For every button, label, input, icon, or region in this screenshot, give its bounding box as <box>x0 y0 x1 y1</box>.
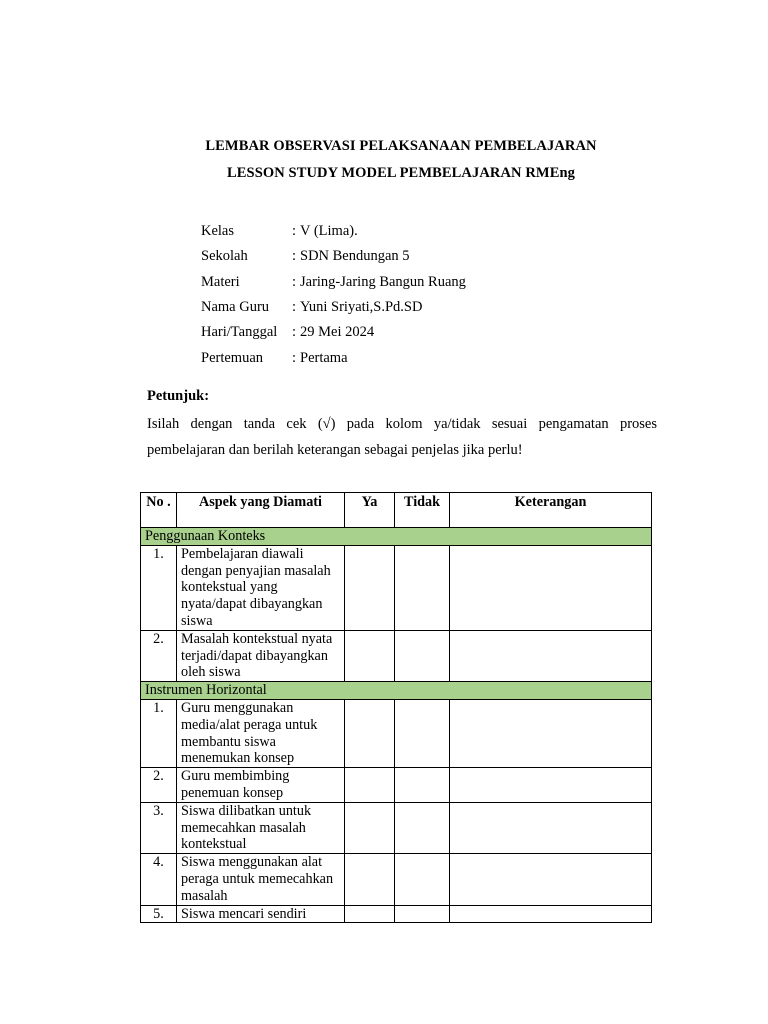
ya-cell[interactable] <box>345 768 395 803</box>
ya-cell[interactable] <box>345 802 395 853</box>
table-row <box>141 802 652 853</box>
tidak-cell[interactable] <box>395 854 450 905</box>
ya-cell[interactable] <box>345 545 395 630</box>
info-value: SDN Bendungan 5 <box>300 248 410 265</box>
info-row-kelas <box>201 219 466 244</box>
row-number: 1. <box>141 545 177 630</box>
info-row-sekolah <box>201 244 466 269</box>
tidak-cell[interactable] <box>395 905 450 923</box>
tidak-cell[interactable] <box>395 699 450 767</box>
petunjuk-text: Isilah dengan tanda cek (√) pada kolom ya/tidak sesuai pengamatan proses pembelajaran dan berilah keterangan sebagai penjelas jika perlu! <box>147 416 657 458</box>
ya-cell[interactable] <box>345 854 395 905</box>
tidak-cell[interactable] <box>395 545 450 630</box>
info-value: Pertama <box>300 349 348 366</box>
info-label: Kelas <box>201 223 235 240</box>
keterangan-cell[interactable] <box>450 545 652 630</box>
info-colon: : <box>292 324 297 341</box>
row-aspek: Siswa mencari sendiri <box>177 905 345 923</box>
ya-cell[interactable] <box>345 905 395 923</box>
header-aspek: Aspek yang Diamati <box>177 493 345 528</box>
keterangan-cell[interactable] <box>450 630 652 681</box>
row-number: 2. <box>141 630 177 681</box>
info-row-materi <box>201 270 466 295</box>
info-colon: : <box>292 273 297 290</box>
row-number: 1. <box>141 699 177 767</box>
row-aspek: Masalah kontekstual nyata terjadi/dapat dibayangkan oleh siswa <box>177 630 345 681</box>
info-colon: : <box>292 299 297 316</box>
info-colon: : <box>292 223 297 240</box>
table-row <box>141 699 652 767</box>
header-ya: Ya <box>345 493 395 528</box>
ya-cell[interactable] <box>345 699 395 767</box>
header-tidak: Tidak <box>395 493 450 528</box>
info-row-nama-guru <box>201 295 466 320</box>
info-row-hari-tanggal <box>201 320 466 345</box>
info-value: V (Lima). <box>300 223 358 240</box>
info-value: Yuni Sriyati,S.Pd.SD <box>300 299 423 316</box>
info-colon: : <box>292 349 297 366</box>
row-number: 5. <box>141 905 177 923</box>
info-label: Nama Guru <box>201 299 270 316</box>
row-aspek: Guru membimbing penemuan konsep <box>177 768 345 803</box>
info-row-pertemuan <box>201 345 466 370</box>
tidak-cell[interactable] <box>395 630 450 681</box>
observation-table <box>140 492 652 923</box>
info-label: Hari/Tanggal <box>201 324 278 341</box>
keterangan-cell[interactable] <box>450 802 652 853</box>
section-title: Penggunaan Konteks <box>141 528 652 546</box>
tidak-cell[interactable] <box>395 768 450 803</box>
keterangan-cell[interactable] <box>450 905 652 923</box>
row-aspek: Guru menggunakan media/alat peraga untuk membantu siswa menemukan konsep <box>177 699 345 767</box>
petunjuk-heading: Petunjuk: <box>147 388 210 404</box>
section-title: Instrumen Horizontal <box>141 682 652 700</box>
info-colon: : <box>292 248 297 265</box>
row-aspek: Pembelajaran diawali dengan penyajian masalah kontekstual yang nyata/dapat dibayangkan siswa <box>177 545 345 630</box>
keterangan-cell[interactable] <box>450 768 652 803</box>
table-row <box>141 905 652 923</box>
info-value: 29 Mei 2024 <box>300 324 375 341</box>
row-number: 4. <box>141 854 177 905</box>
info-label: Sekolah <box>201 248 248 265</box>
row-number: 3. <box>141 802 177 853</box>
header-keterangan: Keterangan <box>450 493 652 528</box>
tidak-cell[interactable] <box>395 802 450 853</box>
row-aspek: Siswa menggunakan alat peraga untuk memecahkan masalah <box>177 854 345 905</box>
keterangan-cell[interactable] <box>450 699 652 767</box>
info-block <box>201 219 466 371</box>
row-number: 2. <box>141 768 177 803</box>
table-row <box>141 630 652 681</box>
table-row <box>141 854 652 905</box>
info-label: Pertemuan <box>201 349 264 366</box>
section-row <box>141 528 652 546</box>
keterangan-cell[interactable] <box>450 854 652 905</box>
table-header-row <box>141 493 652 528</box>
document-subtitle: LESSON STUDY MODEL PEMBELAJARAN RMEng <box>227 165 575 181</box>
table-row <box>141 545 652 630</box>
info-label: Materi <box>201 273 240 290</box>
section-row <box>141 682 652 700</box>
info-value: Jaring-Jaring Bangun Ruang <box>300 273 466 290</box>
document-title: LEMBAR OBSERVASI PELAKSANAAN PEMBELAJARAN <box>205 138 597 154</box>
table-row <box>141 768 652 803</box>
header-no: No . <box>141 493 177 528</box>
ya-cell[interactable] <box>345 630 395 681</box>
row-aspek: Siswa dilibatkan untuk memecahkan masalah kontekstual <box>177 802 345 853</box>
